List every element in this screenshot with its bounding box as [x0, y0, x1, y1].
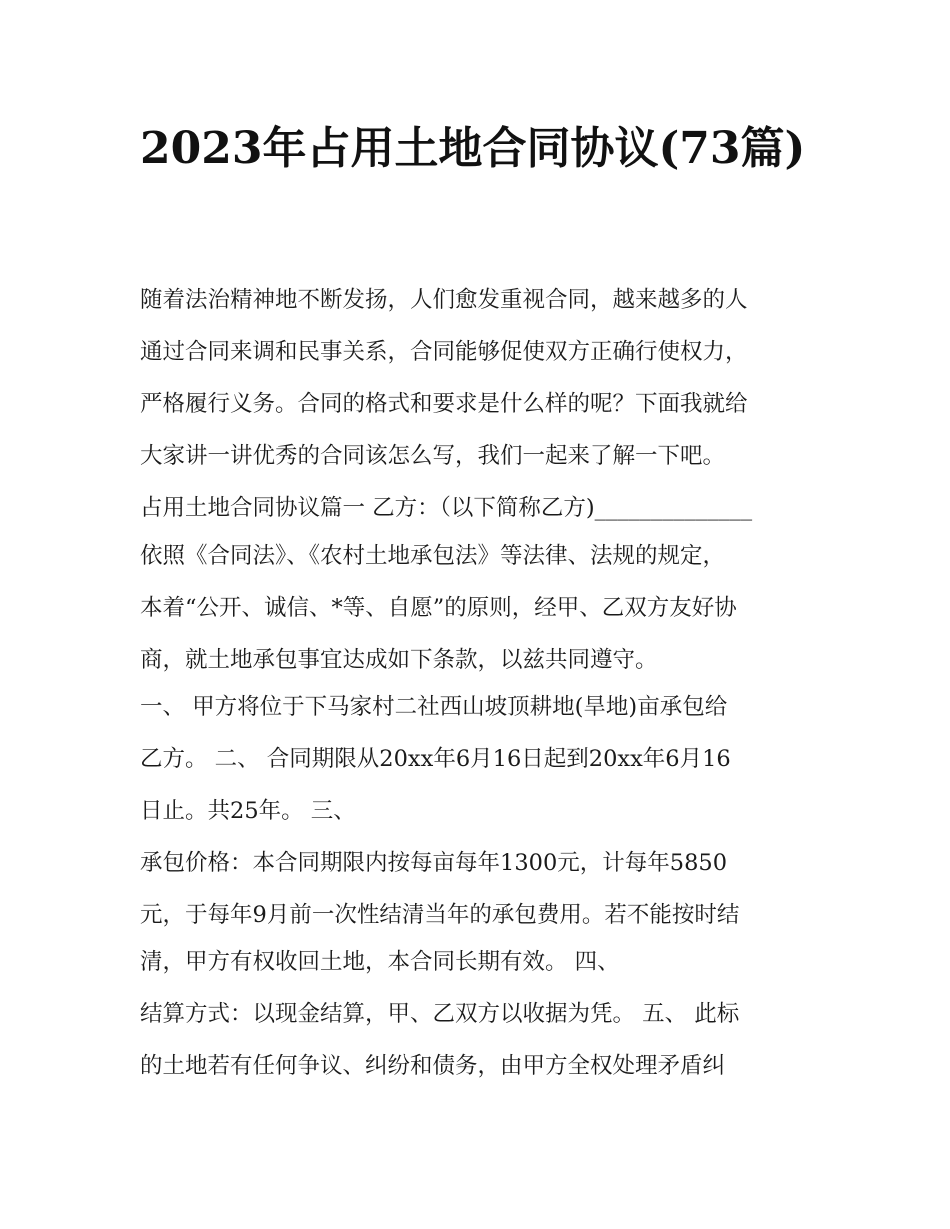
document-title: 2023年占用土地合同协议(73篇) [140, 123, 806, 174]
body-line: 本着“公开、诚信、*等、自愿”的原则，经甲、乙双方友好协 [140, 595, 737, 621]
body-line: 清，甲方有权收回土地，本合同长期有效。 四、 [140, 949, 620, 975]
body-line: 元，于每年9月前一次性结清当年的承包费用。若不能按时结 [140, 902, 740, 928]
body-line: 承包价格：本合同期限内按每亩每年1300元，计每年5850 [140, 850, 728, 876]
body-line: 通过合同来调和民事关系，合同能够促使双方正确行使权力， [140, 339, 748, 365]
body-line: 结算方式：以现金结算，甲、乙双方以收据为凭。 五、 此标 [140, 1001, 740, 1027]
body-line: 占用土地合同协议篇一 乙方：（以下简称乙方)______________ [140, 495, 753, 521]
body-line: 商，就土地承包事宜达成如下条款，以兹共同遵守。 [140, 647, 658, 673]
body-line: 大家讲一讲优秀的合同该怎么写，我们一起来了解一下吧。 [140, 443, 726, 469]
body-line: 依照《合同法》、《农村土地承包法》等法律、法规的规定， [140, 543, 726, 569]
body-line: 一、 甲方将位于下马家村二社西山坡顶耕地(旱地)亩承包给 [140, 694, 728, 720]
body-line: 乙方。 二、 合同期限从20xx年6月16日起到20xx年6月16 [140, 746, 731, 772]
body-line: 严格履行义务。合同的格式和要求是什么样的呢？下面我就给 [140, 391, 748, 417]
body-line: 的土地若有任何争议、纠纷和债务，由甲方全权处理矛盾纠 [140, 1053, 726, 1079]
body-line: 随着法治精神地不断发扬，人们愈发重视合同，越来越多的人 [140, 287, 748, 313]
body-line: 日止。共25年。 三、 [140, 798, 356, 824]
